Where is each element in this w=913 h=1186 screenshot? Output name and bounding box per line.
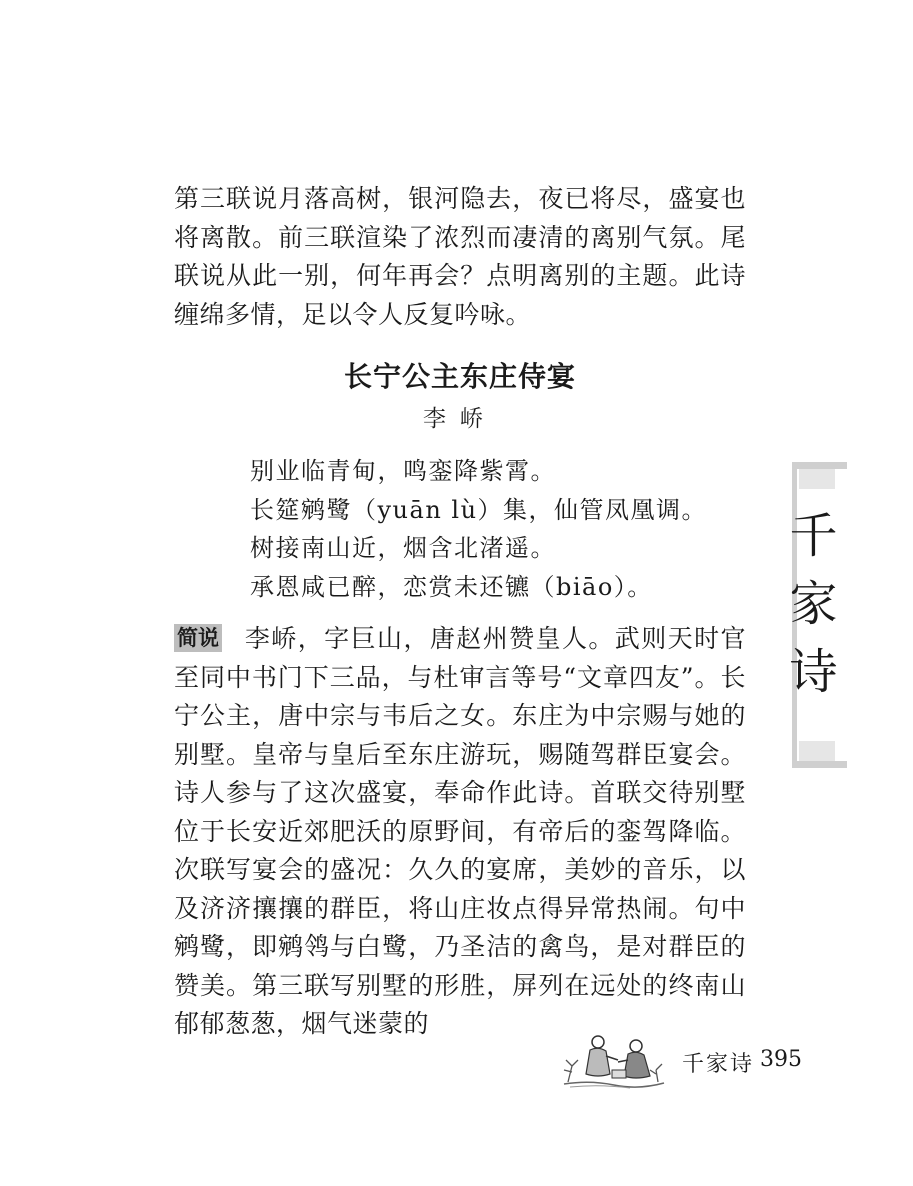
page-number: 395 [760,1047,802,1072]
poem-line: 长筵鹓鹭（yuān lù）集，仙管凤凰调。 [250,495,708,524]
page-footer [560,1030,810,1092]
poem-line: 别业临青甸，鸣銮降紫霄。 [250,457,556,485]
side-tab-bottom-bar [797,761,847,768]
intro-paragraph: 第三联说月落高树，银河隐去，夜已将尽，盛宴也将离散。前三联渲染了浓烈而凄清的离别气氛。尾联说从此一别，何年再会？点明离别的主题。此诗缠绵多情，足以令人反复吟咏。 [174,184,746,329]
commentary-text: 李峤，字巨山，唐赵州赞皇人。武则天时官至同中书门下三品，与杜审言等号“文章四友”。长宁公主，唐中宗与韦后之女。东庄为中宗赐与她的别墅。皇帝与皇后至东庄游玩，赐随驾群臣宴会。诗人参与了这次盛宴，奉命作此诗。首联交待别墅位于长安近郊肥沃的原野间，有帝后的銮驾降临。次联写宴会的盛况：久久的宴席，美妙的音乐，以及济济攘攘的群臣，将山庄妆点得异常热闹。句中鹓鹭，即鹓鸰与白鹭，乃圣洁的禽鸟，是对群臣的赞美。第三联写别墅的形胜，屏列在远处的终南山郁郁葱葱，烟气迷蒙的 [174,624,746,1038]
poem-author: 李峤 [423,406,497,432]
commentary-paragraph [174,620,746,1044]
footer-book-title: 千家诗 [682,1052,755,1077]
side-tab-title: 千家诗 [781,510,837,714]
poem-title: 长宁公主东庄侍宴 [343,360,576,393]
poem-line: 承恩咸已醉，恋赏未还镳（biāo）。 [250,572,653,601]
side-tab-top-bracket [799,469,835,489]
side-tab-top-bar [797,462,847,469]
side-tab-bottom-bracket [799,741,835,761]
side-tab [781,462,847,768]
poem-body [250,452,730,606]
poem-line: 树接南山近，烟含北渚遥。 [250,534,556,562]
figures-illustration-icon [560,1030,668,1090]
commentary-badge: 简说 [174,624,222,652]
